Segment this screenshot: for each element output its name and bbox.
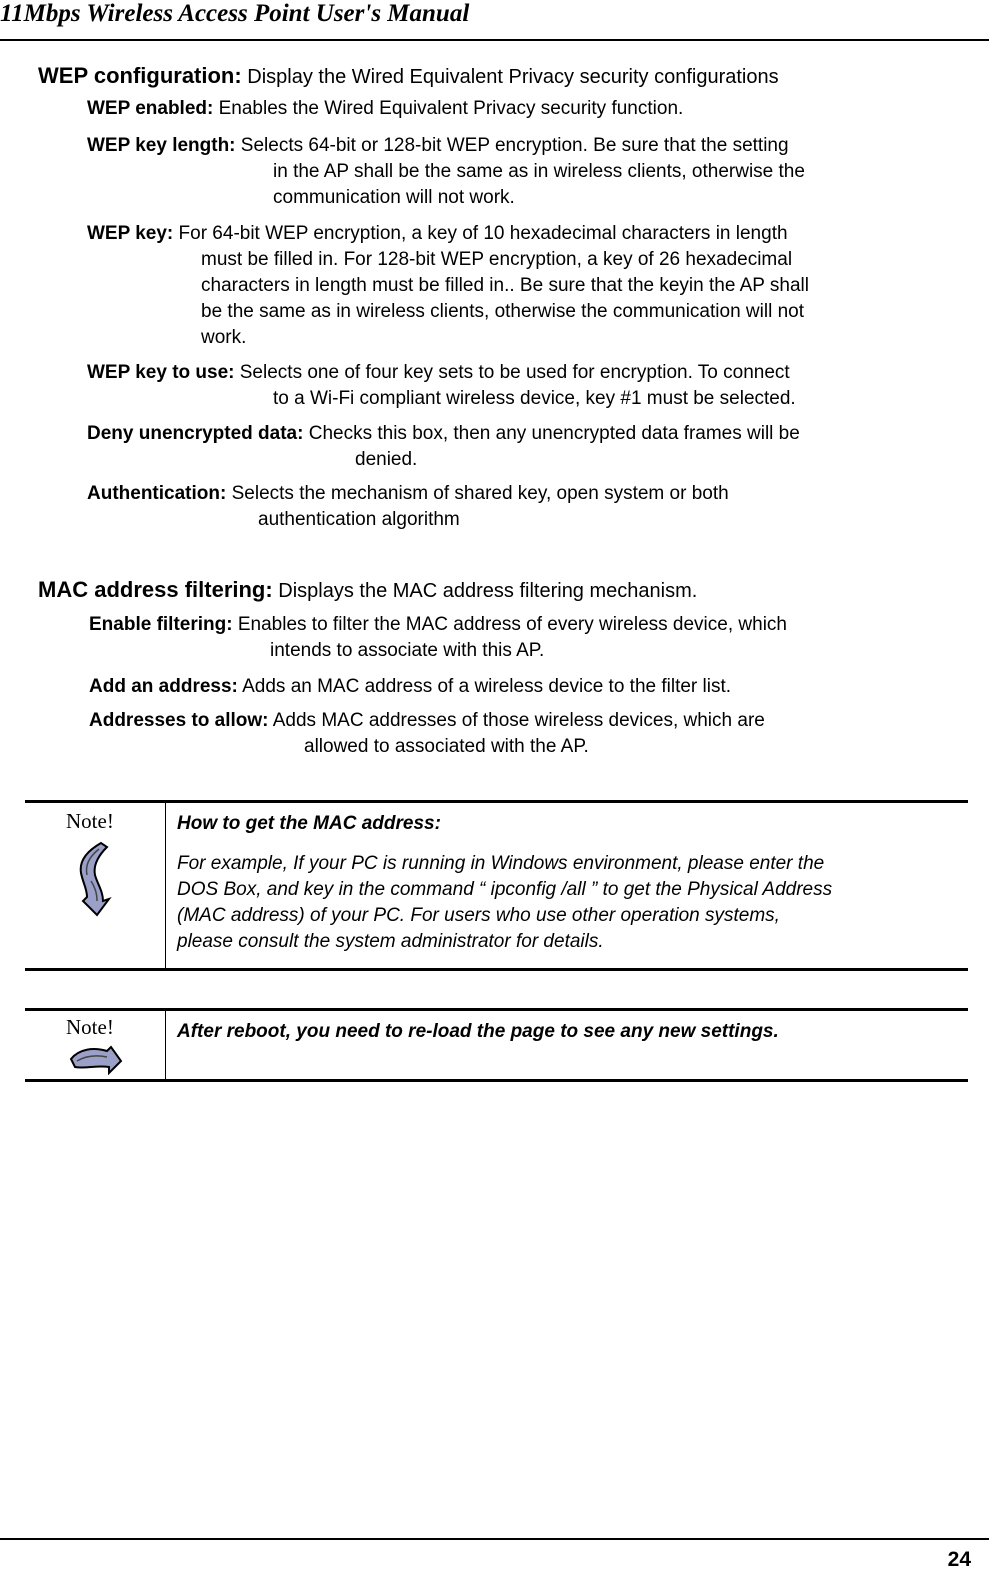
- addresses-to-allow-entry: [89, 708, 765, 734]
- deny-unencrypted-line1: Checks this box, then any unencrypted data frames will be: [303, 423, 800, 444]
- note-divider: [165, 1011, 166, 1079]
- wep-key-length-line2: in the AP shall be the same as in wireless clients, otherwise the: [273, 161, 805, 182]
- note-label: Note!: [66, 809, 114, 833]
- wep-key-line5: work.: [201, 327, 247, 348]
- wep-key-length-term: WEP key length:: [87, 135, 236, 156]
- wep-enabled-term: WEP enabled:: [87, 98, 214, 119]
- wep-enabled-entry: [87, 96, 683, 122]
- note-box-mac: [25, 800, 968, 971]
- wep-key-term: WEP key:: [87, 223, 174, 244]
- wep-key-length-line1: Selects 64-bit or 128-bit WEP encryption. Be sure that the setting: [235, 135, 789, 156]
- wep-key-line3: characters in length must be filled in.. Be sure that the keyin the AP shall: [201, 275, 809, 296]
- manual-title: 11Mbps Wireless Access Point User's Manual: [0, 0, 470, 27]
- enable-filtering-entry: [89, 612, 787, 638]
- add-address-desc: Adds an MAC address of a wireless device to the filter list.: [237, 676, 732, 697]
- enable-filtering-line2: intends to associate with this AP.: [270, 640, 545, 661]
- authentication-entry: [87, 481, 729, 507]
- deny-unencrypted-term: Deny unencrypted data:: [87, 423, 304, 444]
- deny-unencrypted-entry: [87, 421, 800, 447]
- deny-unencrypted-line2: denied.: [355, 449, 418, 470]
- addresses-to-allow-line1: Adds MAC addresses of those wireless devices, which are: [268, 710, 765, 731]
- pointing-hand-down-icon: [73, 841, 115, 917]
- mac-heading: [38, 578, 697, 603]
- add-address-term: Add an address:: [89, 676, 238, 697]
- note-title: How to get the MAC address:: [177, 813, 441, 834]
- mac-heading-term: MAC address filtering:: [38, 577, 273, 602]
- enable-filtering-term: Enable filtering:: [89, 614, 233, 635]
- wep-key-to-use-entry: [87, 360, 790, 386]
- note-box-reboot: [25, 1008, 968, 1082]
- wep-key-to-use-term: WEP key to use:: [87, 362, 235, 383]
- note-label: Note!: [66, 1015, 114, 1039]
- wep-key-to-use-line1: Selects one of four key sets to be used for encryption. To connect: [234, 362, 790, 383]
- enable-filtering-line1: Enables to filter the MAC address of every wireless device, which: [232, 614, 787, 635]
- wep-key-length-entry: [87, 133, 789, 159]
- wep-key-length-line3: communication will not work.: [273, 187, 515, 208]
- note-line3: (MAC address) of your PC. For users who use other operation systems,: [177, 905, 780, 926]
- note-line1: For example, If your PC is running in Windows environment, please enter the: [177, 853, 825, 874]
- wep-key-to-use-line2: to a Wi-Fi compliant wireless device, key #1 must be selected.: [273, 388, 796, 409]
- wep-key-line1: For 64-bit WEP encryption, a key of 10 hexadecimal characters in length: [173, 223, 788, 244]
- pointing-hand-right-icon: [69, 1045, 123, 1075]
- authentication-line2: authentication algorithm: [258, 509, 460, 530]
- authentication-line1: Selects the mechanism of shared key, open system or both: [226, 483, 729, 504]
- note-title: After reboot, you need to re-load the page to see any new settings.: [177, 1021, 779, 1042]
- header-rule: [0, 39, 989, 41]
- addresses-to-allow-term: Addresses to allow:: [89, 710, 269, 731]
- wep-key-entry: [87, 221, 788, 247]
- page-number: 24: [947, 1548, 971, 1571]
- wep-heading-term: WEP configuration:: [38, 63, 242, 88]
- note-line2: DOS Box, and key in the command “ ipconfig /all ” to get the Physical Address: [177, 879, 833, 900]
- note-divider: [165, 803, 166, 968]
- wep-heading-desc: Display the Wired Equivalent Privacy security configurations: [241, 66, 779, 88]
- add-address-entry: [89, 674, 731, 700]
- note-line4: please consult the system administrator for details.: [177, 931, 604, 952]
- wep-key-line2: must be filled in. For 128-bit WEP encryption, a key of 26 hexadecimal: [201, 249, 793, 270]
- wep-enabled-desc: Enables the Wired Equivalent Privacy security function.: [213, 98, 684, 119]
- wep-heading: [38, 64, 779, 89]
- mac-heading-desc: Displays the MAC address filtering mechanism.: [272, 580, 698, 602]
- authentication-term: Authentication:: [87, 483, 227, 504]
- wep-key-line4: be the same as in wireless clients, otherwise the communication will not: [201, 301, 804, 322]
- addresses-to-allow-line2: allowed to associated with the AP.: [304, 736, 589, 757]
- footer-rule: [0, 1538, 989, 1540]
